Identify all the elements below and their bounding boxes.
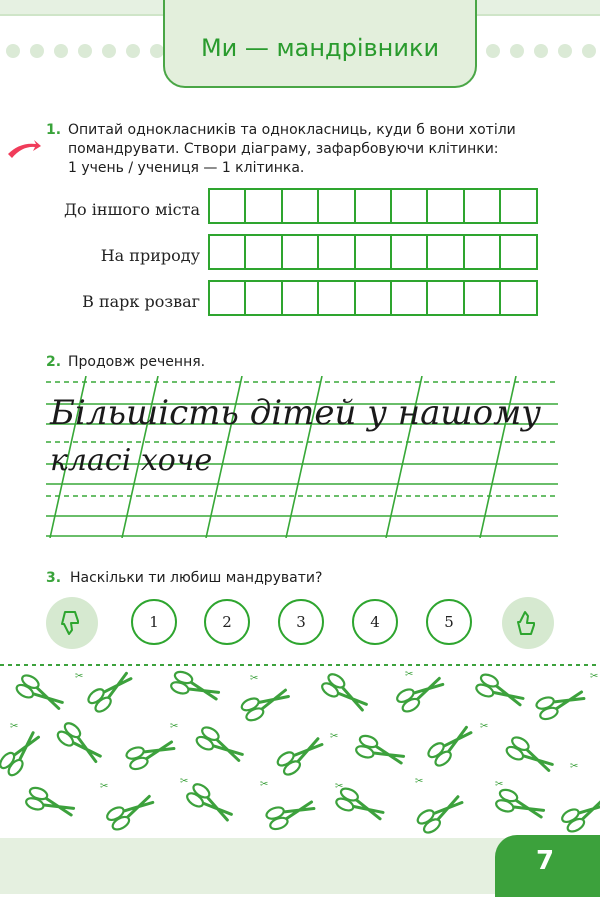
scissors-icon (426, 722, 476, 768)
scissors-icon (170, 670, 221, 706)
task-1-number: 1. (46, 122, 62, 138)
scissors-icon (415, 791, 466, 835)
scissors-icon (320, 672, 371, 716)
small-scissors-icon: ✂ (590, 671, 599, 682)
scissors-icon (125, 735, 176, 771)
tally-cell[interactable] (354, 280, 392, 316)
tally-cell[interactable] (426, 280, 464, 316)
tally-cell[interactable] (317, 234, 355, 270)
task-2-text: Продовж речення. (68, 354, 206, 370)
scissors-icon (240, 684, 291, 723)
decor-dot (102, 44, 116, 58)
tally-cell[interactable] (354, 188, 392, 224)
decor-dot (534, 44, 548, 58)
scissors-icon (105, 790, 156, 832)
small-scissors-icon: ✂ (495, 779, 504, 790)
tally-cell[interactable] (208, 280, 246, 316)
small-scissors-icon: ✂ (415, 776, 424, 787)
tally-cell[interactable] (499, 234, 537, 270)
small-scissors-icon: ✂ (10, 721, 19, 732)
rating-2[interactable]: 2 (204, 599, 250, 645)
scissors-icon (560, 792, 600, 834)
scissors-icon (495, 788, 546, 824)
tally-cell[interactable] (208, 234, 246, 270)
small-scissors-icon: ✂ (480, 721, 489, 732)
small-scissors-icon: ✂ (100, 781, 109, 792)
scissors-icon (185, 782, 236, 826)
tally-cell[interactable] (463, 280, 501, 316)
rating-5[interactable]: 5 (426, 599, 472, 645)
rating-1[interactable]: 1 (131, 599, 177, 645)
handwriting-text-line-1: Більшість дітей у нашому (50, 393, 541, 433)
scissors-icon (25, 786, 76, 822)
scissors-icon (86, 668, 136, 714)
scissors-icon (195, 725, 246, 767)
pointer-arrow-icon (6, 138, 42, 160)
row-label-nature: На природу (100, 246, 200, 265)
scissors-icon (505, 735, 556, 777)
thumb-down-icon[interactable] (46, 597, 98, 649)
tally-cell[interactable] (499, 188, 537, 224)
scissors-icon (0, 728, 44, 778)
tally-cell[interactable] (390, 188, 428, 224)
scissors-icon (395, 672, 446, 714)
tally-cell[interactable] (208, 188, 246, 224)
small-scissors-icon: ✂ (250, 673, 259, 684)
small-scissors-icon: ✂ (405, 669, 414, 680)
decor-dot (30, 44, 44, 58)
decor-dot (486, 44, 500, 58)
task-1-text-line-1: Опитай однокласників та однокласниць, куди б вони хотіли (68, 122, 516, 138)
tally-cell[interactable] (281, 280, 319, 316)
handwriting-lines[interactable] (46, 376, 558, 538)
rating-4[interactable]: 4 (352, 599, 398, 645)
decor-dot (582, 44, 596, 58)
decor-dot (6, 44, 20, 58)
tally-cell[interactable] (463, 234, 501, 270)
tally-cell[interactable] (244, 188, 282, 224)
small-scissors-icon: ✂ (260, 779, 269, 790)
task-3-text: Наскільки ти любиш мандрувати? (70, 570, 323, 586)
tally-row-nature[interactable] (208, 234, 538, 270)
tally-cell[interactable] (281, 234, 319, 270)
scissors-icon (535, 685, 586, 721)
tally-cell[interactable] (463, 188, 501, 224)
tally-cell[interactable] (354, 234, 392, 270)
page-title: Ми — мандрівники (200, 34, 440, 62)
decor-dot (126, 44, 140, 58)
scissors-icon (55, 721, 105, 767)
scissors-icon (15, 673, 66, 715)
decor-dot (558, 44, 572, 58)
row-label-city: До іншого міста (63, 200, 200, 219)
tally-cell[interactable] (426, 188, 464, 224)
tally-cell[interactable] (317, 280, 355, 316)
small-scissors-icon: ✂ (170, 721, 179, 732)
task-3-number: 3. (46, 570, 62, 586)
tally-cell[interactable] (281, 188, 319, 224)
tally-cell[interactable] (426, 234, 464, 270)
tally-row-city[interactable] (208, 188, 538, 224)
small-scissors-icon: ✂ (180, 776, 189, 787)
decor-dot (78, 44, 92, 58)
task-1-text-line-2: помандрувати. Створи діаграму, зафарбовуючи клітинки: (68, 141, 499, 157)
row-label-park: В парк розваг (82, 292, 200, 311)
small-scissors-icon: ✂ (330, 731, 339, 742)
scissors-icon (475, 672, 526, 711)
scissors-icon (355, 734, 406, 770)
tally-cell[interactable] (499, 280, 537, 316)
page-number: 7 (535, 846, 555, 876)
decor-dot (150, 44, 164, 58)
tally-cell[interactable] (244, 234, 282, 270)
scissors-icon (265, 795, 316, 831)
small-scissors-icon: ✂ (335, 781, 344, 792)
scissors-icon (335, 786, 386, 825)
handwriting-text-line-2: класі хоче (50, 443, 213, 478)
rating-3[interactable]: 3 (278, 599, 324, 645)
tally-row-park[interactable] (208, 280, 538, 316)
tally-cell[interactable] (390, 234, 428, 270)
scissors-pattern (0, 663, 600, 839)
task-1-text-line-3: 1 учень / учениця — 1 клітинка. (68, 160, 305, 176)
small-scissors-icon: ✂ (570, 761, 579, 772)
tally-cell[interactable] (317, 188, 355, 224)
small-scissors-icon: ✂ (75, 671, 84, 682)
thumb-up-icon[interactable] (502, 597, 554, 649)
decor-dot (54, 44, 68, 58)
decor-dot (510, 44, 524, 58)
tally-cell[interactable] (390, 280, 428, 316)
tally-cell[interactable] (244, 280, 282, 316)
task-2-number: 2. (46, 354, 62, 370)
scissors-icon (275, 733, 326, 777)
